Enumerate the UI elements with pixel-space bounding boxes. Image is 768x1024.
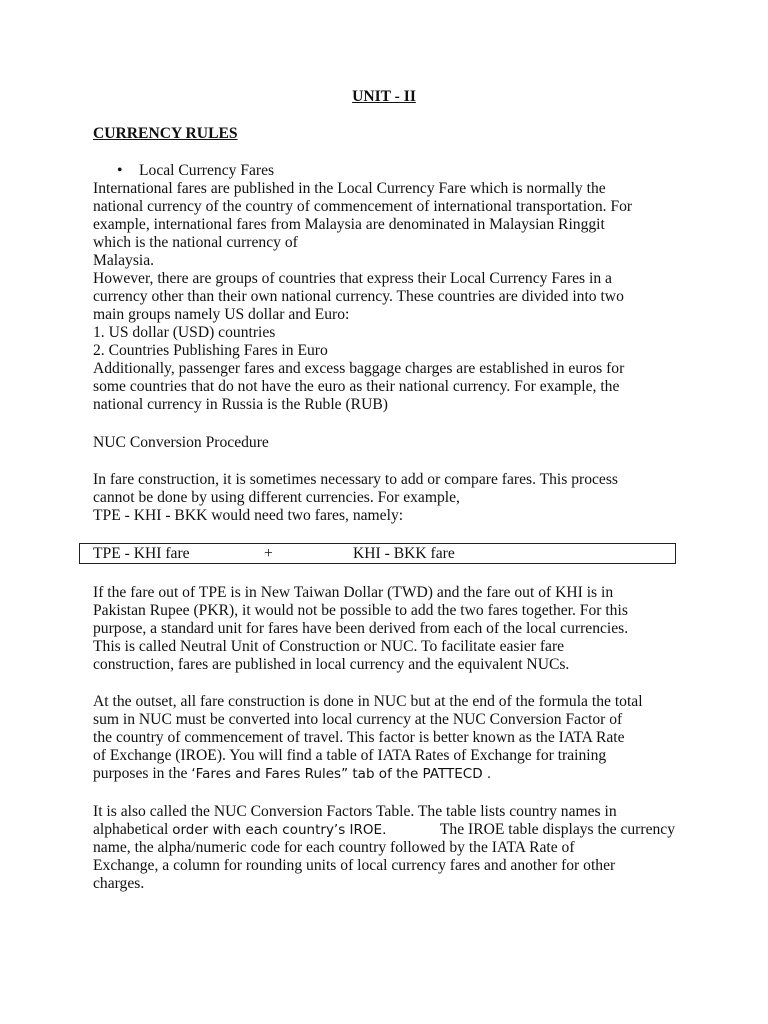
text-line: purpose, a standard unit for fares have been derived from each of the local currencies. [93,620,629,637]
text-line: This is called Neutral Unit of Construction or NUC. To facilitate easier fare [93,638,565,655]
text-run: alphabetical [93,821,173,838]
text-line: example, international fares from Malaysia are denominated in Malaysian Ringgit [93,216,605,233]
text-run: ‘Fares and Fares Rules” tab of the PATTECD . [191,766,492,782]
paragraph-local-currency [93,180,675,414]
paragraph-fare-construction [93,471,675,525]
text-line: which is the national currency of [93,234,298,251]
text-line: sum in NUC must be converted into local currency at the NUC Conversion Factor of [93,711,623,728]
bullet-icon: • [117,162,123,179]
fare-left: TPE - KHI fare [93,545,190,562]
text-line: It is also called the NUC Conversion Factors Table. The table lists country names in [93,803,617,820]
text-line: 2. Countries Publishing Fares in Euro [93,342,328,359]
fare-right: KHI - BKK fare [353,545,455,562]
bullet-label: Local Currency Fares [139,162,275,179]
text-line: the country of commencement of travel. This factor is better known as the IATA Rate [93,729,625,746]
text-line: If the fare out of TPE is in New Taiwan Dollar (TWD) and the fare out of KHI is in [93,584,614,601]
text-line: cannot be done by using different currencies. For example, [93,489,460,506]
text-run [93,821,386,839]
paragraph-nuc [93,584,675,674]
fare-plus: + [264,545,273,562]
text-line: national currency in Russia is the Ruble (RUB) [93,396,388,413]
text-line: of Exchange (IROE). You will find a table of IATA Rates of Exchange for training [93,747,607,764]
text-line: currency other than their own national currency. These countries are divided into two [93,288,624,305]
text-line: International fares are published in the Local Currency Fare which is normally the [93,180,606,197]
text-line: charges. [93,875,145,892]
text-line: In fare construction, it is sometimes necessary to add or compare fares. This process [93,471,618,488]
bullet-item [117,162,274,180]
paragraph-iroe-table [93,803,675,893]
text-line: national currency of the country of commencement of international transportation. For [93,198,633,215]
section-heading: CURRENCY RULES [93,125,238,142]
text-line: 1. US dollar (USD) countries [93,324,276,341]
text-line: Exchange, a column for rounding units of local currency fares and another for other [93,857,616,874]
text-line: construction, fares are published in local currency and the equivalent NUCs. [93,656,570,673]
text-line [93,765,675,783]
text-line: some countries that do not have the euro as their national currency. For example, the [93,378,620,395]
text-run: The IROE table displays the currency [439,821,675,838]
text-line: Additionally, passenger fares and excess baggage charges are established in euros for [93,360,625,377]
text-line: Malaysia. [93,252,155,269]
nuc-heading: NUC Conversion Procedure [93,434,269,451]
fare-example-box [79,543,676,564]
text-line: main groups namely US dollar and Euro: [93,306,350,323]
text-line: However, there are groups of countries that express their Local Currency Fares in a [93,270,612,287]
text-line [93,821,675,839]
text-line: name, the alpha/numeric code for each country followed by the IATA Rate of [93,839,575,856]
text-line: Pakistan Rupee (PKR), it would not be possible to add the two fares together. For this [93,602,628,619]
text-line: At the outset, all fare construction is done in NUC but at the end of the formula the total [93,693,643,710]
text-run: purposes in the [93,765,192,782]
unit-title: UNIT - II [352,88,416,105]
text-line: TPE - KHI - BKK would need two fares, namely: [93,507,404,524]
paragraph-iroe [93,693,675,783]
text-run: order with each country’s IROE. [172,822,387,838]
